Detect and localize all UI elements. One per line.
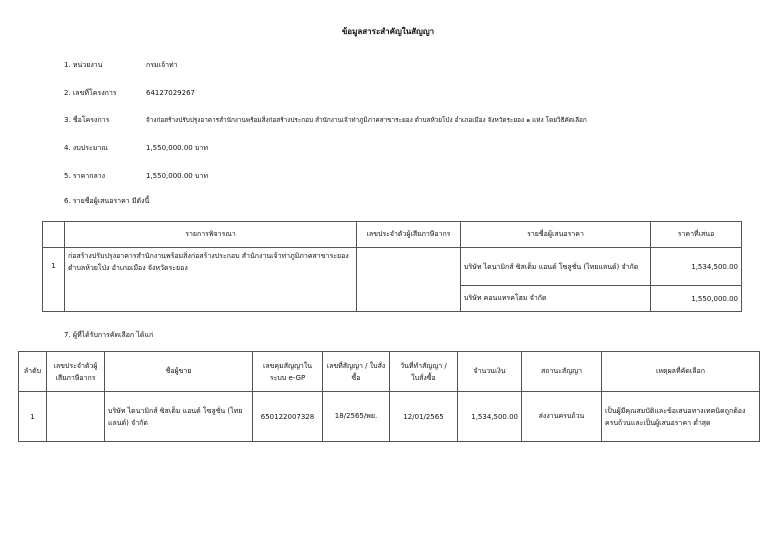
table-header-cell: จำนวนเงิน	[458, 352, 522, 392]
field-median-price	[64, 171, 208, 182]
field-budget	[64, 143, 208, 154]
contract-date: 12/01/2565	[390, 392, 458, 442]
field-agency	[64, 60, 178, 71]
field-label: 4. งบประมาณ	[64, 144, 108, 152]
field-label: 1. หน่วยงาน	[64, 61, 103, 69]
field-value: กรมเจ้าท่า	[146, 61, 178, 69]
field-project-name	[64, 115, 587, 126]
section-bidders-heading: 6. รายชื่อผู้เสนอราคา มีดังนี้	[64, 197, 150, 205]
table-header-cell: รายการพิจารณา	[65, 222, 357, 248]
tax-id-cell	[357, 248, 461, 312]
table-row	[19, 392, 760, 442]
selection-reason: เป็นผู้มีคุณสมบัติและข้อเสนอทางเทคนิคถูกต้องครบถ้วนและเป็นผู้เสนอราคา ต่ำสุด	[602, 392, 760, 442]
table-header-cell	[43, 222, 65, 248]
table-header-cell: เลขประจำตัวผู้เสียภาษีอากร	[357, 222, 461, 248]
field-label: 5. ราคากลาง	[64, 172, 106, 180]
table-header-cell: เลขคุมสัญญาในระบบ e-GP	[253, 352, 323, 392]
row-number: 1	[43, 248, 65, 312]
table-header-row	[19, 352, 760, 392]
contract-amount: 1,534,500.00	[458, 392, 522, 442]
tax-id-cell	[47, 392, 105, 442]
item-description: ก่อสร้างปรับปรุงอาคารสำนักงานพร้อมสิ่งก่อสร้างประกอบ สำนักงานเจ้าท่าภูมิภาคสาขาระยอง ตำบลห้วยโป่ง อำเภอเมือง จังหวัดระยอง	[65, 248, 357, 312]
table-header-cell: รายชื่อผู้เสนอราคา	[461, 222, 651, 248]
contract-number: 18/2565/พย.	[323, 392, 390, 442]
bidder-name: บริษัท คอนแทรคโฮม จำกัด	[461, 286, 651, 312]
table-header-row	[43, 222, 742, 248]
bidders-table	[42, 221, 742, 312]
bid-price: 1,534,500.00	[651, 248, 742, 286]
field-value: จ้างก่อสร้างปรับปรุงอาคารสำนักงานพร้อมสิ่งก่อสร้างประกอบ สำนักงานเจ้าท่าภูมิภาคสาขาระยอง ตำบลห้วยโป่ง อำเภอเมือง จังหวัดระยอง ๑ แห่ง โดยวิธีคัดเลือก	[146, 116, 587, 124]
field-value: 64127029267	[146, 89, 195, 97]
bid-price: 1,550,000.00	[651, 286, 742, 312]
egp-control-number: 650122007328	[253, 392, 323, 442]
table-row	[43, 248, 742, 286]
field-value: 1,550,000.00 บาท	[146, 172, 208, 180]
row-number: 1	[19, 392, 47, 442]
field-value: 1,550,000.00 บาท	[146, 144, 208, 152]
field-label: 2. เลขที่โครงการ	[64, 89, 117, 97]
contract-status: ส่งงานครบถ้วน	[522, 392, 602, 442]
table-header-cell: สถานะสัญญา	[522, 352, 602, 392]
vendor-name: บริษัท ไดนามิกส์ ซิสเต็ม แอนด์ โซลูชั่น (ไทยแลนด์) จำกัด	[105, 392, 253, 442]
table-header-cell: วันที่ทำสัญญา / ใบสั่งซื้อ	[390, 352, 458, 392]
table-header-cell: เลขประจำตัวผู้เสียภาษีอากร	[47, 352, 105, 392]
table-header-cell: ลำดับ	[19, 352, 47, 392]
selected-vendor-table	[18, 351, 760, 442]
table-header-cell: เลขที่สัญญา / ใบสั่งซื้อ	[323, 352, 390, 392]
bidder-name: บริษัท ไดนามิกส์ ซิสเต็ม แอนด์ โซลูชั่น (ไทยแลนด์) จำกัด	[461, 248, 651, 286]
table-header-cell: ราคาที่เสนอ	[651, 222, 742, 248]
table-header-cell: ชื่อผู้ขาย	[105, 352, 253, 392]
document-title: ข้อมูลสาระสำคัญในสัญญา	[341, 27, 435, 36]
section-selected-heading: 7. ผู้ที่ได้รับการคัดเลือก ได้แก่	[64, 331, 154, 339]
field-label: 3. ชื่อโครงการ	[64, 116, 110, 124]
field-project-id	[64, 88, 195, 99]
table-header-cell: เหตุผลที่คัดเลือก	[602, 352, 760, 392]
